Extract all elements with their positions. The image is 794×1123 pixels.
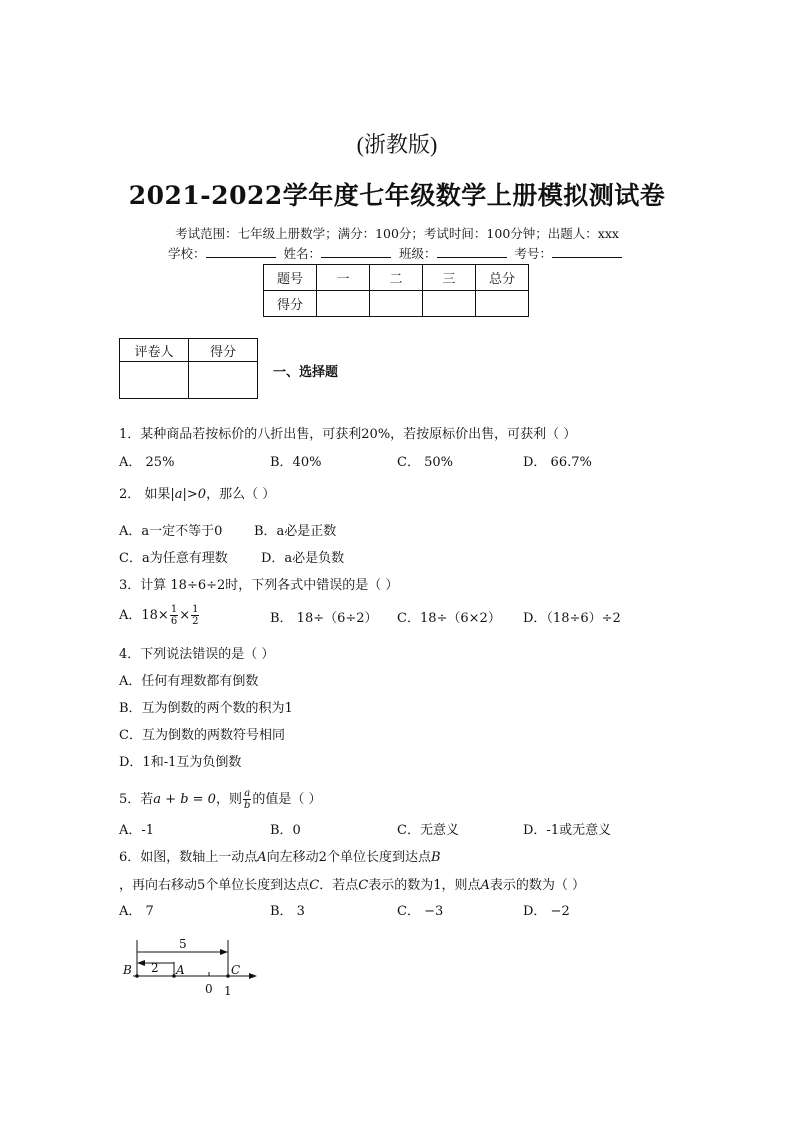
question-4-option-c[interactable]: C．互为倒数的两数符号相同 — [119, 728, 285, 743]
grader-table — [119, 338, 258, 399]
question-5-expr: a + b = 0 — [153, 792, 216, 807]
arrow-2-head — [137, 960, 145, 966]
question-2-option-d[interactable]: D．a必是负数 — [261, 551, 345, 566]
question-6-option-a[interactable]: A． 7 — [119, 904, 154, 919]
point-a-label: A — [257, 850, 267, 865]
name-label: 姓名： — [283, 246, 322, 261]
point-b-label: B — [430, 850, 441, 865]
question-6-text: 6．如图，数轴上一动点 — [119, 850, 258, 865]
school-label: 学校： — [168, 246, 206, 261]
label-a: A — [176, 963, 185, 977]
point-c-label: C — [309, 878, 320, 893]
score-row-label: 得分 — [264, 291, 317, 317]
arrow-5-head — [220, 949, 228, 955]
exam-no-label: 考号： — [514, 246, 553, 261]
name-blank[interactable] — [321, 245, 391, 258]
fraction-a-over-b — [243, 788, 251, 811]
question-3-option-a[interactable] — [119, 604, 200, 627]
point-b-dot — [135, 974, 139, 978]
question-6-text: ，再向右移动5个单位长度到达点 — [119, 878, 310, 893]
fraction-denominator: 2 — [192, 616, 199, 627]
question-1-option-c[interactable]: C． 50% — [397, 455, 453, 470]
score-cell[interactable] — [423, 291, 476, 317]
grader-name-cell[interactable] — [120, 362, 189, 399]
score-cell[interactable] — [317, 291, 370, 317]
question-5-option-c[interactable]: C．无意义 — [397, 823, 459, 838]
question-6-option-b[interactable]: B． 3 — [270, 904, 305, 919]
times-sign: × — [179, 608, 191, 623]
label-0: 0 — [205, 982, 213, 996]
exam-info: 考试范围：七年级上册数学；满分：100分；考试时间：100分钟；出题人：xxx — [175, 226, 619, 241]
question-6-text: ．若点 — [319, 878, 359, 893]
question-4-stem: 4．下列说法错误的是（ ） — [119, 647, 275, 662]
question-5-stem-pre: 5．若 — [119, 792, 154, 807]
score-table-cell: 二 — [370, 265, 423, 291]
number-line-figure — [115, 932, 265, 1002]
question-6-text: 表示的数为1，则点 — [368, 878, 481, 893]
question-2-option-c[interactable]: C．a为任意有理数 — [119, 551, 228, 566]
label-2: 2 — [151, 961, 159, 975]
fraction-numerator: 1 — [170, 604, 178, 615]
label-c: C — [231, 963, 241, 977]
fraction-one-sixth — [170, 604, 178, 627]
score-table-cell: 题号 — [264, 265, 317, 291]
question-2-option-a[interactable]: A．a一定不等于0 — [119, 524, 223, 539]
fraction-numerator: a — [244, 788, 251, 799]
question-5-stem — [119, 788, 322, 811]
grader-label: 评卷人 — [120, 339, 189, 362]
question-5-stem-mid: ，则 — [215, 792, 242, 807]
question-6-stem-line-2 — [119, 878, 585, 894]
fraction-denominator: b — [243, 800, 251, 811]
score-table-cell: 三 — [423, 265, 476, 291]
label-5: 5 — [179, 937, 187, 951]
score-cell[interactable] — [476, 291, 529, 317]
question-2-expr: |a|>0 — [170, 487, 207, 502]
question-2-stem-pre: 2． 如果 — [119, 487, 171, 502]
question-2-stem-post: ，那么（ ） — [206, 487, 276, 502]
question-5-option-b[interactable]: B．0 — [270, 823, 301, 838]
fraction-denominator: 6 — [170, 616, 178, 627]
question-1-option-b[interactable]: B．40% — [270, 455, 322, 470]
section-title: 一、选择题 — [273, 365, 339, 380]
question-4-option-b[interactable]: B．互为倒数的两个数的积为1 — [119, 701, 293, 716]
question-2-stem — [119, 487, 275, 503]
question-1-option-a[interactable]: A． 25% — [119, 455, 175, 470]
fraction-numerator: 1 — [192, 604, 199, 615]
score-table-header-row — [264, 265, 529, 291]
axis-arrow-head — [249, 973, 257, 979]
score-table-score-row — [264, 291, 529, 317]
point-c-dot — [226, 974, 230, 978]
question-3-option-d[interactable]: D．（18÷6）÷2 — [523, 611, 621, 626]
question-5-stem-post: 的值是（ ） — [252, 792, 322, 807]
question-1-option-d[interactable]: D． 66.7% — [523, 455, 592, 470]
fraction-one-half — [191, 604, 199, 627]
exam-no-blank[interactable] — [552, 245, 622, 258]
question-3-option-c[interactable]: C．18÷（6×2） — [397, 611, 501, 626]
question-4-option-d[interactable]: D．1和-1互为负倒数 — [119, 755, 242, 770]
question-5-option-d[interactable]: D．-1或无意义 — [523, 823, 612, 838]
label-b: B — [123, 963, 132, 977]
question-1-stem: 1．某种商品若按标价的八折出售，可获利20%，若按原标价出售，可获利（ ） — [119, 427, 577, 442]
grader-score-cell[interactable] — [189, 362, 258, 399]
question-6-text: 向左移动2个单位长度到达点 — [266, 850, 431, 865]
exam-title: 2021-2022学年度七年级数学上册模拟测试卷 — [128, 181, 666, 210]
question-2-option-b[interactable]: B．a必是正数 — [254, 524, 337, 539]
score-table-cell: 一 — [317, 265, 370, 291]
exam-subtitle: (浙教版) — [356, 132, 438, 157]
question-3-stem: 3．计算 18÷6÷2时，下列各式中错误的是（ ） — [119, 578, 399, 593]
label-1: 1 — [224, 984, 232, 998]
student-fields — [168, 244, 622, 262]
class-blank[interactable] — [437, 245, 507, 258]
question-6-text: 表示的数为（ ） — [489, 878, 586, 893]
point-a-label: A — [480, 878, 490, 893]
question-6-stem-line-1 — [119, 850, 441, 866]
grader-score-label: 得分 — [189, 339, 258, 362]
class-label: 班级： — [399, 246, 437, 261]
score-cell[interactable] — [370, 291, 423, 317]
point-c-label: C — [358, 878, 369, 893]
question-6-option-c[interactable]: C． −3 — [397, 904, 444, 919]
question-5-option-a[interactable]: A．-1 — [119, 823, 155, 838]
question-3-option-a-pre: A．18× — [119, 608, 169, 623]
question-4-option-a[interactable]: A．任何有理数都有倒数 — [119, 674, 259, 689]
question-6-option-d[interactable]: D． −2 — [523, 904, 570, 919]
school-blank[interactable] — [206, 245, 276, 258]
question-3-option-b[interactable]: B． 18÷（6÷2） — [270, 611, 378, 626]
score-table-cell: 总分 — [476, 265, 529, 291]
score-table — [263, 264, 529, 317]
